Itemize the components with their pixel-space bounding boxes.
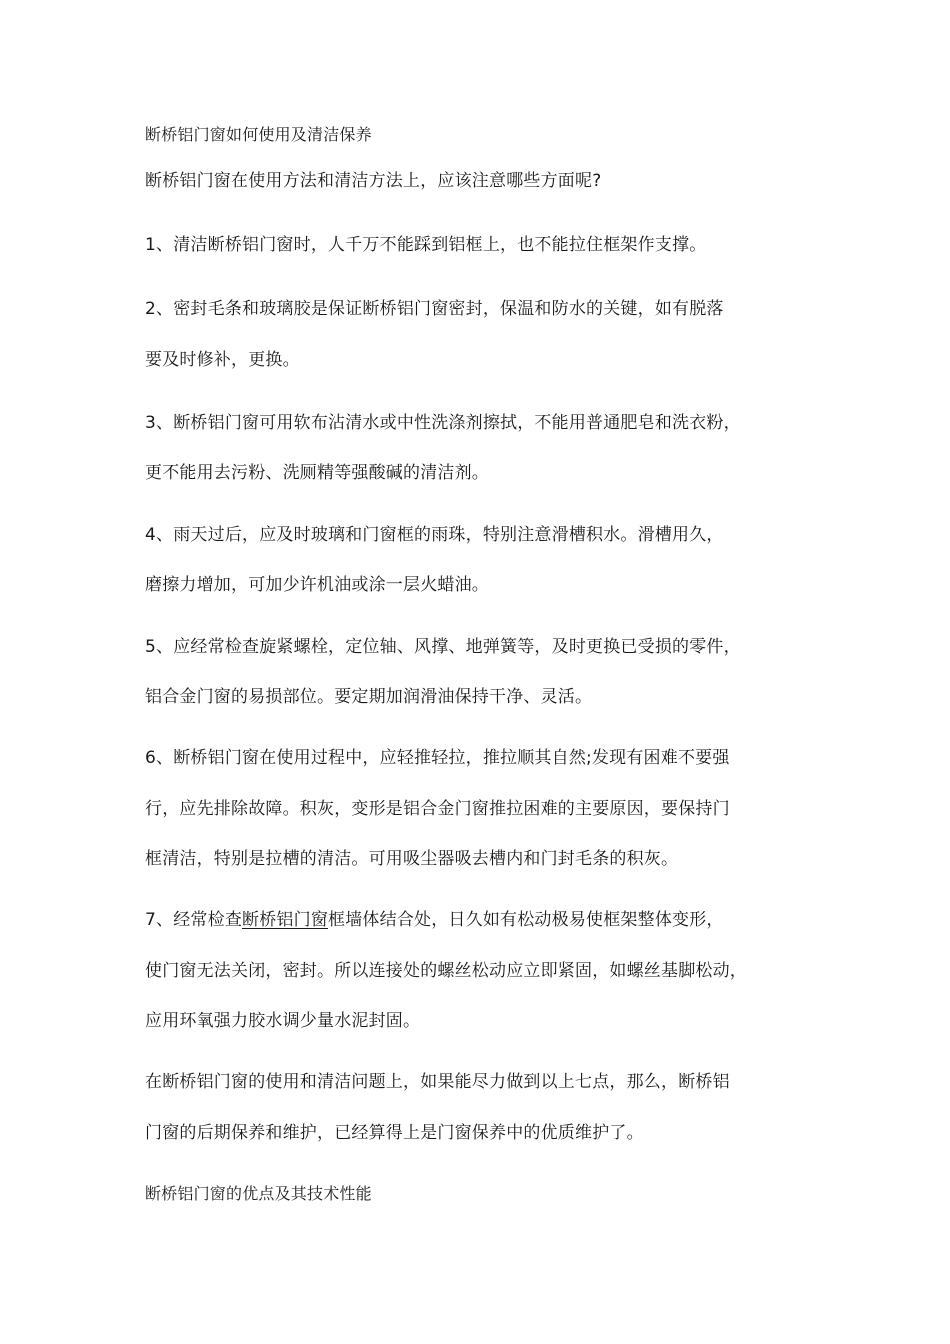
list-item-6-line-3: 框清洁，特别是拉槽的清洁。可用吸尘器吸去槽内和门封毛条的积灰。	[145, 849, 679, 869]
list-item-6-line-2: 行，应先排除故障。积灰，变形是铝合金门窗推拉困难的主要原因，要保持门	[145, 799, 730, 819]
document-title: 断桥铝门窗如何使用及清洁保养	[145, 125, 372, 144]
list-item-6-line-1: 6、断桥铝门窗在使用过程中，应轻推轻拉，推拉顺其自然;发现有困难不要强	[145, 748, 730, 768]
list-item-4-line-1: 4、雨天过后，应及时玻璃和门窗框的雨珠，特别注意滑槽积水。滑槽用久，	[145, 525, 724, 545]
list-item-7-line-1	[145, 909, 724, 931]
list-item-2-line-2: 要及时修补，更换。	[145, 350, 300, 370]
list-item-3-line-2: 更不能用去污粉、洗厕精等强酸碱的清洁剂。	[145, 463, 489, 483]
list-item-7-line-3: 应用环氧强力胶水调少量水泥封固。	[145, 1011, 421, 1031]
list-item-5-line-1: 5、应经常检查旋紧螺栓，定位轴、风撑、地弹簧等，及时更换已受损的零件，	[145, 637, 741, 657]
list-item-5-line-2: 铝合金门窗的易损部位。要定期加润滑油保持干净、灵活。	[145, 687, 593, 707]
conclusion-line-1: 在断桥铝门窗的使用和清洁问题上，如果能尽力做到以上七点，那么，断桥铝	[145, 1072, 730, 1092]
intro-paragraph: 断桥铝门窗在使用方法和清洁方法上，应该注意哪些方面呢?	[145, 171, 602, 191]
section-heading: 断桥铝门窗的优点及其技术性能	[145, 1184, 372, 1203]
product-link[interactable]: 断桥铝门窗	[242, 910, 329, 930]
list-item-7-line-2: 使门窗无法关闭，密封。所以连接处的螺丝松动应立即紧固，如螺丝基脚松动，	[145, 961, 747, 981]
list-item-2-line-1: 2、密封毛条和玻璃胶是保证断桥铝门窗密封，保温和防水的关键，如有脱落	[145, 299, 724, 319]
list-item-3-line-1: 3、断桥铝门窗可用软布沾清水或中性洗涤剂擦拭，不能用普通肥皂和洗衣粉，	[145, 413, 741, 433]
conclusion-line-2: 门窗的后期保养和维护，已经算得上是门窗保养中的优质维护了。	[145, 1123, 644, 1143]
list-item-1-line-1: 1、清洁断桥铝门窗时，人千万不能踩到铝框上，也不能拉住框架作支撑。	[145, 235, 707, 255]
list-item-7-text-before: 7、经常检查	[145, 910, 243, 930]
list-item-4-line-2: 磨擦力增加，可加少许机油或涂一层火蜡油。	[145, 575, 489, 595]
list-item-7-text-after: 框墙体结合处，日久如有松动极易使框架整体变形，	[328, 910, 724, 930]
